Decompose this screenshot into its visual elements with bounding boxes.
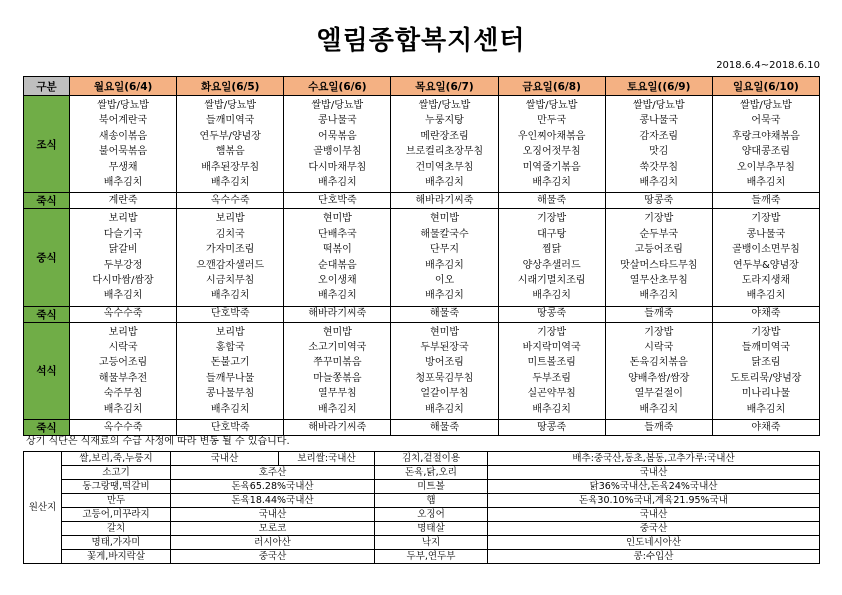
menu-item: 두부강정 [103,259,143,271]
porridge-item: 단호박죽 [284,193,391,209]
origin-country: 중국산 [171,550,375,564]
menu-item: 해물칼국수 [420,228,469,240]
origin-row [24,466,820,480]
menu-item: 미나리나물 [741,388,791,400]
menu-item: 들깨미역국 [206,115,255,127]
menu-item: 쌀밥/당뇨밥 [311,100,364,111]
origin-country: 돈육65.28%국내산 [171,480,375,494]
menu-item: 맛김 [649,146,669,158]
menu-item: 시래기멸치조림 [517,274,586,286]
origin-table [23,451,820,564]
meal-cell [177,96,284,193]
porridge-item: 해물죽 [391,420,498,436]
menu-item: 소고기미역국 [308,342,367,354]
menu-item: 골뱅이무침 [313,146,362,158]
menu-item: 홍합국 [215,342,245,354]
porridge-item: 해물죽 [498,193,605,209]
menu-item: 불어묵볶음 [98,146,148,158]
notice-text: 상기 식단은 식재료의 수급 사정에 따라 변동 될 수 있습니다. [26,436,290,447]
menu-item: 보리밥 [215,326,245,338]
menu-item: 닭갈비 [108,244,138,256]
menu-item: 대구탕 [537,228,567,240]
origin-item: 갈치 [62,522,171,536]
menu-item: 도토리묵/양념장 [730,372,802,384]
menu-item: 쌀밥/당뇨밥 [632,100,685,111]
meal-cell [712,96,819,193]
meal-cell [712,322,819,419]
origin-item: 배추:중국산,동초,봄동,고추가루:국내산 [488,452,820,466]
menu-item: 콩나물국 [746,228,786,240]
origin-row [24,536,820,550]
menu-item: 배추김치 [210,176,250,188]
origin-item: 보리쌀:국내산 [279,452,375,466]
porridge-item: 해바라기씨죽 [284,306,391,322]
menu-item: 만두국 [537,115,567,127]
menu-item: 배추김치 [532,176,571,188]
menu-item: 배추김치 [103,403,143,415]
porridge-item: 해물죽 [391,306,498,322]
menu-item: 배추김치 [532,290,571,302]
meal-cell [605,96,712,193]
meal-row [24,322,820,419]
menu-item: 시락국 [644,342,674,354]
meal-cell [70,209,177,306]
porridge-item: 들깨죽 [712,193,819,209]
origin-country: 돈육18.44%국내산 [171,494,375,508]
menu-item: 배추김치 [210,290,250,302]
header-day-wed: 수요일(6/6) [284,77,391,96]
meal-cell [177,322,284,419]
origin-country: 국내산 [171,508,375,522]
menu-item: 방어조림 [425,357,464,369]
origin-country: 러시아산 [171,536,375,550]
menu-item: 이오 [434,274,455,286]
menu-item: 순두부국 [639,228,679,240]
menu-item: 감자조림 [639,130,679,142]
menu-item: 배추김치 [318,176,357,188]
menu-item: 햄볶음 [215,146,245,158]
origin-item: 소고기 [62,466,171,480]
menu-item: 현미밥 [430,213,459,225]
origin-item: 쌀,보리,죽,누룽지 [62,452,171,466]
menu-item: 양대콩조림 [741,146,791,158]
meal-label: 석식 [24,322,70,419]
porridge-item: 단호박죽 [177,306,284,322]
menu-item: 기장밥 [644,326,674,338]
meal-cell [712,209,819,306]
menu-item: 배추김치 [425,403,464,415]
meal-cell [605,322,712,419]
menu-item: 으깬감자샐러드 [196,259,265,271]
menu-item: 쌀밥/당뇨밥 [204,100,257,111]
origin-item: 중국산 [488,522,820,536]
menu-item: 순대볶음 [318,259,357,271]
porridge-item: 야채죽 [712,420,819,436]
menu-item: 보리밥 [215,213,245,225]
porridge-item: 해바라기씨죽 [391,193,498,209]
menu-item: 배추김치 [639,290,679,302]
origin-country: 모로코 [171,522,375,536]
porridge-item: 들깨죽 [605,420,712,436]
origin-row [24,508,820,522]
meal-label: 조식 [24,96,70,193]
menu-item: 배추김치 [318,403,357,415]
origin-item: 인도네시아산 [488,536,820,550]
menu-item: 단무지 [430,244,459,256]
menu-item: 돈육김치볶음 [629,357,688,369]
meal-row [24,96,820,193]
origin-item: 동그랑땡,떡갈비 [62,480,171,494]
origin-row [24,494,820,508]
header-day-mon: 월요일(6/4) [70,77,177,96]
origin-country: 돈육,닭,오리 [375,466,488,480]
porridge-item: 단호박죽 [177,420,284,436]
porridge-item: 해바라기씨죽 [284,420,391,436]
meal-cell [284,96,391,193]
menu-item: 바지락미역국 [522,342,581,354]
menu-item: 도라지생채 [741,274,791,286]
menu-item: 미역줄기볶음 [522,161,581,173]
menu-item: 배추김치 [318,290,357,302]
porridge-item: 땅콩죽 [605,193,712,209]
menu-item: 배추김치 [639,176,679,188]
origin-item: 닭36%국내산,돈육24%국내산 [488,480,820,494]
origin-label: 원산지 [24,452,62,564]
menu-item: 배추김치 [746,290,786,302]
menu-item: 브로컬리초장무침 [405,146,484,158]
menu-item: 양배추쌈/쌈장 [628,372,690,384]
weekly-menu-table [23,76,820,436]
menu-item: 시금치무침 [206,274,255,286]
porridge-row [24,193,820,209]
menu-item: 무생채 [108,161,138,173]
menu-item: 쑥갓무침 [639,161,679,173]
meal-cell [498,96,605,193]
origin-item: 돈육30.10%국내,계육21.95%국내 [488,494,820,508]
menu-item: 쌀밥/당뇨밥 [97,100,149,111]
menu-item: 배추김치 [210,403,250,415]
meal-cell [391,322,498,419]
porridge-item: 계란죽 [70,193,177,209]
origin-item: 만두 [62,494,171,508]
menu-item: 다슬기국 [103,228,143,240]
menu-item: 두부조림 [532,372,571,384]
menu-item: 맛살머스타드무침 [620,259,698,271]
menu-item: 미트볼조림 [527,357,576,369]
menu-item: 다시마쌈/쌈장 [92,274,154,286]
menu-item: 건미역초무침 [415,161,474,173]
menu-item: 보리밥 [108,326,138,338]
menu-item: 찜닭 [541,244,562,256]
header-day-tue: 화요일(6/5) [177,77,284,96]
origin-item: 명태,가자미 [62,536,171,550]
meal-label: 죽식 [24,306,70,322]
menu-item: 고등어조림 [634,244,683,256]
origin-country: 국내산 [171,452,279,466]
menu-item: 배추김치 [103,290,143,302]
origin-country: 오징어 [375,508,488,522]
meal-cell [498,209,605,306]
menu-item: 얼갈이무침 [420,388,469,400]
porridge-item: 땅콩죽 [498,420,605,436]
menu-item: 배추된장무침 [201,161,260,173]
date-range: 2018.6.4~2018.6.10 [716,60,820,71]
meal-cell [284,322,391,419]
menu-item: 배추김치 [639,403,679,415]
menu-item: 배추김치 [746,176,786,188]
menu-item: 실곤약무침 [527,388,576,400]
menu-item: 배추김치 [746,403,786,415]
menu-item: 숙주무침 [103,388,143,400]
menu-item: 열무겉절이 [634,388,683,400]
origin-country: 햄 [375,494,488,508]
menu-item: 배추김치 [425,290,464,302]
menu-item: 현미밥 [430,326,459,338]
menu-item: 양상추샐러드 [522,259,581,271]
porridge-item: 야채죽 [712,306,819,322]
header-day-fri: 금요일(6/8) [498,77,605,96]
menu-item: 열무무침 [318,388,357,400]
origin-item: 고등어,미꾸라지 [62,508,171,522]
porridge-item: 옥수수죽 [70,306,177,322]
origin-row [24,522,820,536]
origin-country: 호주산 [171,466,375,480]
menu-item: 오이부추무침 [736,161,795,173]
porridge-item: 옥수수죽 [177,193,284,209]
origin-country: 김치,겉절이용 [375,452,488,466]
porridge-item: 옥수수죽 [70,420,177,436]
menu-item: 다시마채무침 [308,161,367,173]
menu-item: 오이생채 [318,274,357,286]
menu-item: 떡볶이 [322,244,352,256]
meal-cell [70,322,177,419]
menu-item: 오징어젓무침 [522,146,581,158]
meal-cell [177,209,284,306]
menu-item: 어묵국 [751,115,781,127]
meal-row [24,209,820,306]
menu-item: 보리밥 [108,213,138,225]
menu-item: 현미밥 [322,326,352,338]
header-day-sat: 토요일((6/9) [605,77,712,96]
menu-item: 콩나물국 [318,115,357,127]
porridge-item: 들깨죽 [605,306,712,322]
menu-item: 해물부추전 [98,372,148,384]
origin-country: 두부,연두부 [375,550,488,564]
menu-item: 배추김치 [425,259,464,271]
menu-item: 닭조림 [751,357,781,369]
origin-country: 미트볼 [375,480,488,494]
menu-item: 가자미조림 [206,244,255,256]
origin-row [24,550,820,564]
meal-cell [284,209,391,306]
menu-item: 어묵볶음 [318,130,357,142]
page-title: 엘림종합복지센터 [316,26,526,56]
menu-item: 북어계란국 [98,115,148,127]
menu-item: 배추김치 [103,176,143,188]
origin-row [24,452,820,466]
menu-item: 쌀밥/당뇨밥 [525,100,578,111]
menu-item: 들깨미역국 [741,342,791,354]
header-category: 구분 [24,77,70,96]
menu-item: 기장밥 [537,326,567,338]
origin-country: 낙지 [375,536,488,550]
menu-item: 현미밥 [322,213,352,225]
menu-item: 김치국 [215,228,245,240]
menu-item: 단배추국 [318,228,357,240]
menu-item: 새송이볶음 [98,130,148,142]
menu-item: 배추김치 [425,176,464,188]
meal-cell [498,322,605,419]
menu-header-row [24,77,820,96]
menu-item: 쭈꾸미볶음 [313,357,362,369]
origin-item: 국내산 [488,466,820,480]
menu-item: 연두부/양념장 [199,130,261,142]
menu-item: 후랑크야채볶음 [732,130,800,142]
menu-item: 누룽지탕 [425,115,464,127]
porridge-item: 땅콩죽 [498,306,605,322]
menu-item: 기장밥 [751,213,781,225]
menu-item: 열무산초무침 [629,274,688,286]
origin-row [24,480,820,494]
meal-cell [391,96,498,193]
header-day-thu: 목요일(6/7) [391,77,498,96]
origin-country: 명태살 [375,522,488,536]
menu-item: 마늘쫑볶음 [313,372,362,384]
menu-item: 기장밥 [751,326,781,338]
menu-item: 고등어조림 [98,357,148,369]
meal-cell [605,209,712,306]
menu-item: 기장밥 [644,213,674,225]
origin-item: 국내산 [488,508,820,522]
menu-item: 우인찌아채볶음 [517,130,586,142]
menu-item: 배추김치 [532,403,571,415]
meal-cell [391,209,498,306]
meal-label: 죽식 [24,193,70,209]
meal-cell [70,96,177,193]
menu-item: 기장밥 [537,213,567,225]
menu-item: 들깨무나물 [206,372,255,384]
porridge-row [24,306,820,322]
header-day-sun: 일요일(6/10) [712,77,819,96]
menu-item: 쌀밥/당뇨밥 [740,100,792,111]
menu-item: 메란장조림 [420,130,469,142]
menu-item: 콩나물무침 [206,388,255,400]
menu-item: 돈불고기 [210,357,250,369]
menu-item: 쌀밥/당뇨밥 [418,100,471,111]
meal-label: 중식 [24,209,70,306]
origin-item: 꽃게,바지락살 [62,550,171,564]
menu-item: 청포묵김무침 [415,372,474,384]
menu-item: 두부된장국 [420,342,469,354]
menu-item: 골뱅이소면무침 [732,244,800,256]
meal-label: 죽식 [24,420,70,436]
menu-item: 시락국 [108,342,138,354]
menu-item: 연두부&양념장 [733,259,799,271]
origin-item: 콩:수입산 [488,550,820,564]
menu-item: 콩나물국 [639,115,679,127]
